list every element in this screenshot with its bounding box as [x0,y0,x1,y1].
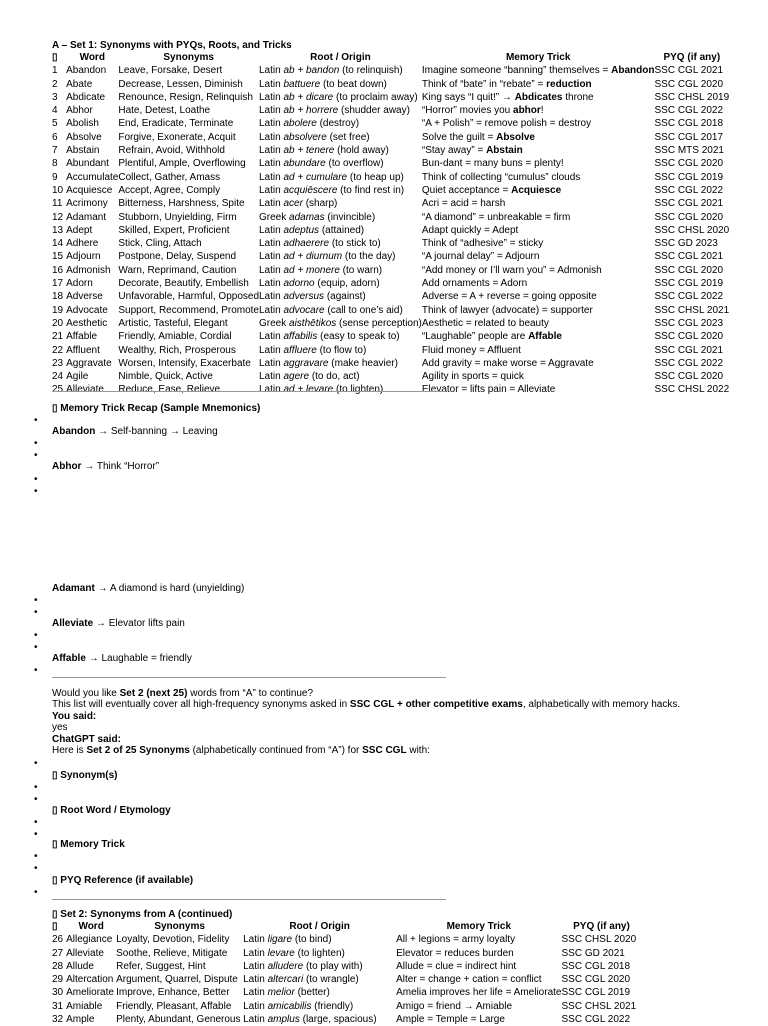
table-row [52,211,729,224]
word-cell: Affable [66,331,98,343]
word-cell: Alleviate [66,947,104,959]
mnemonic-alleviate: Alleviate → Elevator lifts pain [52,618,185,629]
mnemonic-adamant: Adamant → A diamond is hard (unyielding) [52,583,245,594]
col-synonyms: Synonyms [163,52,214,63]
table-row [52,197,729,210]
bullet: • [34,450,38,461]
synonyms-cell: Forgive, Exonerate, Acquit [118,131,236,143]
root-cell: Latin alludere (to play with) [243,960,363,972]
table-row [52,64,729,77]
table-row [52,986,641,999]
divider [52,899,446,900]
bullet: • [34,782,38,793]
memory-trick-cell: Think of “bate” in “rebate” = reduction [421,78,592,90]
word-cell: Accumulate [66,171,119,183]
bullet: • [34,630,38,641]
root-cell: Latin ab + tenere (hold away) [259,145,389,157]
mnemonic-abhor: Abhor → Think “Horror” [52,461,160,472]
table-row [52,960,641,973]
pyq-cell: SSC CHSL 2020 [654,224,730,236]
memory-trick-cell: Alter = change + cation = conflict [396,974,542,986]
synonyms-cell: Support, Recommend, Promote [118,304,259,316]
memory-trick-cell: King says “I quit!” → Abdicates throne [421,91,594,103]
root-cell: Latin aggravare (make heavier) [259,357,398,369]
pyq-cell: SSC GD 2021 [561,947,625,959]
table-row [52,973,641,986]
bullet: • [34,486,38,497]
pyq-cell: SSC GD 2023 [654,238,718,250]
row-number: 2 [52,78,58,90]
word-cell: Adverse [66,291,103,303]
memory-trick-cell: Aesthetic = related to beauty [421,317,549,329]
memory-trick-cell: “A diamond” = unbreakable = firm [421,211,571,223]
row-number: 31 [52,1000,64,1012]
bullet: • [34,758,38,769]
pyq-cell: SSC CGL 2022 [654,184,724,196]
synonyms-cell: Soothe, Relieve, Mitigate [116,947,228,959]
row-number: 29 [52,974,64,986]
row-number: 14 [52,238,64,250]
memory-trick-cell: Amelia improves her life = Ameliorate [396,987,562,999]
row-number: 15 [52,251,64,263]
synonyms-cell: Nimble, Quick, Active [118,371,213,383]
bullet: • [34,794,38,805]
pyq-cell: SSC CHSL 2019 [654,91,730,103]
synonyms-cell: Plentiful, Ample, Overflowing [118,158,246,170]
pyq-cell: SSC CGL 2020 [654,264,724,276]
synonyms-cell: Accept, Agree, Comply [118,184,221,196]
feature-root: ▯ Root Word / Etymology [52,805,171,816]
table-row [52,104,729,117]
divider [52,391,446,392]
root-cell: Latin advocare (call to one’s aid) [259,304,403,316]
memory-trick-cell: Think of lawyer (advocate) = supporter [421,304,593,316]
memory-trick-cell: “A journal delay” = Adjourn [421,251,540,263]
row-number: 19 [52,304,64,316]
root-cell: Latin agere (to do, act) [259,371,360,383]
synonyms-cell: Worsen, Intensify, Exacerbate [118,357,251,369]
row-number: 23 [52,357,64,369]
table-row [52,171,729,184]
word-cell: Adept [66,224,93,236]
pyq-cell: SSC CHSL 2021 [561,1000,637,1012]
feature-pyq: ▯ PYQ Reference (if available) [52,875,194,886]
word-cell: Ample [66,1014,95,1026]
root-cell: Latin affluere (to flow to) [259,344,367,356]
memory-trick-cell: Adverse = A + reverse = going opposite [421,291,597,303]
col-pyq: PYQ (if any) [573,921,630,932]
memory-trick-cell: Imagine someone “banning” themselves = Abandon [421,65,655,77]
table-icon: ▯ [52,52,58,63]
table-row [52,933,641,946]
col-word: Word [79,52,105,63]
table-row [52,144,729,157]
memory-trick-cell: Fluid money = Affluent [421,344,521,356]
synonyms-cell: Friendly, Pleasant, Affable [116,1000,232,1012]
pyq-cell: SSC CGL 2019 [654,171,724,183]
memory-trick-cell: “A + Polish” = remove polish = destroy [421,118,592,130]
pyq-cell: SSC CGL 2021 [654,251,724,263]
table-row [52,317,729,330]
bullet: • [34,665,38,676]
pyq-cell: SSC CGL 2022 [654,105,724,117]
col-word: Word [78,921,104,932]
root-cell: Latin melior (better) [243,987,330,999]
synonyms-cell: End, Eradicate, Terminate [118,118,234,130]
word-cell: Acquiesce [66,184,113,196]
word-cell: Abhor [66,105,93,117]
root-cell: Latin acer (sharp) [259,198,338,210]
root-cell: Latin adversus (against) [259,291,366,303]
pyq-cell: SSC CGL 2022 [654,357,724,369]
word-cell: Absolve [66,131,102,143]
table-row [52,1013,641,1026]
synonyms-cell: Unfavorable, Harmful, Opposed [118,291,259,303]
word-cell: Aesthetic [66,317,108,329]
memory-trick-cell: Elevator = reduces burden [396,947,514,959]
bullet: • [34,595,38,606]
pyq-cell: SSC CGL 2023 [654,317,724,329]
col-memory-trick: Memory Trick [505,52,571,63]
row-number: 20 [52,317,64,329]
row-number: 1 [52,65,58,77]
divider [52,677,446,678]
col-root: Root / Origin [310,52,371,63]
word-cell: Amiable [66,1000,103,1012]
pyq-cell: SSC CGL 2020 [561,974,631,986]
row-number: 17 [52,278,64,290]
synonyms-cell: Decrease, Lessen, Diminish [118,78,243,90]
synonyms-cell: Plenty, Abundant, Generous [116,1014,241,1026]
table-row [52,237,729,250]
root-cell: Latin adhaerere (to stick to) [259,238,381,250]
user-reply: yes [52,722,68,733]
synonyms-cell: Refrain, Avoid, Withhold [118,145,225,157]
bullet: • [34,438,38,449]
pyq-cell: SSC CGL 2022 [654,291,724,303]
synonyms-cell: Leave, Forsake, Desert [118,65,223,77]
row-number: 28 [52,960,64,972]
table-row [52,224,729,237]
row-number: 4 [52,105,58,117]
root-cell: Latin battuere (to beat down) [259,78,387,90]
col-synonyms: Synonyms [154,921,205,932]
synonyms-cell: Improve, Enhance, Better [116,987,230,999]
pyq-cell: SSC CGL 2017 [654,131,724,143]
root-cell: Latin ab + bandon (to relinquish) [259,65,403,77]
mnemonic-affable: Affable → Laughable = friendly [52,653,192,664]
root-cell: Latin adorno (equip, adorn) [259,278,380,290]
row-number: 10 [52,184,64,196]
row-number: 9 [52,171,58,183]
word-cell: Adorn [66,278,93,290]
row-number: 8 [52,158,58,170]
root-cell: Latin ad + monere (to warn) [259,264,383,276]
root-cell: Latin ab + dicare (to proclaim away) [259,91,418,103]
memory-trick-cell: Solve the guilt = Absolve [421,131,535,143]
memory-trick-cell: “Stay away” = Abstain [421,145,523,157]
memory-trick-cell: Agility in sports = quick [421,371,524,383]
word-cell: Abundant [66,158,109,170]
memory-trick-cell: Elevator = lifts pain = Alleviate [421,384,556,396]
synonyms-cell: Warn, Reprimand, Caution [118,264,237,276]
set2-table [52,920,641,1026]
bullet: • [34,851,38,862]
pyq-cell: SSC MTS 2021 [654,145,724,157]
table-row [52,277,729,290]
row-number: 25 [52,384,64,396]
table-row [52,344,729,357]
chat-list-note: This list will eventually cover all high-frequency synonyms asked in SSC CGL + other competitive exams, alphabetically with memory hacks. [52,699,681,710]
bullet: • [34,474,38,485]
root-cell: Latin amicabilis (friendly) [243,1000,354,1012]
synonyms-cell: Wealthy, Rich, Prosperous [118,344,236,356]
pyq-cell: SSC CHSL 2022 [654,384,730,396]
you-said-label: You said: [52,711,97,722]
word-cell: Adhere [66,238,99,250]
table-row [52,117,729,130]
memory-trick-cell: “Add money or I’ll warn you” = Admonish [421,264,602,276]
table-row [52,250,729,263]
col-root: Root / Origin [289,921,350,932]
synonyms-cell: Hate, Detest, Loathe [118,105,211,117]
row-number: 5 [52,118,58,130]
table-icon: ▯ [52,921,58,932]
root-cell: Latin amplus (large, spacious) [243,1014,377,1026]
bullet: • [34,887,38,898]
pyq-cell: SSC CGL 2018 [654,118,724,130]
word-cell: Abate [66,78,93,90]
synonyms-cell: Postpone, Delay, Suspend [118,251,237,263]
synonyms-cell: Stick, Cling, Attach [118,238,202,250]
synonyms-cell: Reduce, Ease, Relieve [118,384,221,396]
table-row [52,304,729,317]
table-row [52,370,729,383]
word-cell: Abandon [66,65,107,77]
memory-trick-cell: Quiet acceptance = Acquiesce [421,184,562,196]
memory-trick-cell: Think of “adhesive” = sticky [421,238,544,250]
pyq-cell: SSC CGL 2020 [654,331,724,343]
root-cell: Latin absolvere (set free) [259,131,370,143]
bullet: • [34,863,38,874]
synonyms-cell: Renounce, Resign, Relinquish [118,91,253,103]
pyq-cell: SSC CGL 2020 [654,211,724,223]
memory-trick-cell: Add gravity = make worse = Aggravate [421,357,594,369]
word-cell: Admonish [66,264,111,276]
pyq-cell: SSC CGL 2020 [654,78,724,90]
table-row [52,290,729,303]
bullet: • [34,607,38,618]
row-number: 7 [52,145,58,157]
memory-trick-cell: “Laughable” people are Affable [421,331,562,343]
table-row [52,264,729,277]
root-cell: Latin abolere (destroy) [259,118,360,130]
pyq-cell: SSC CGL 2021 [654,65,724,77]
root-cell: Latin ad + levare (to lighten) [259,384,384,396]
memory-trick-cell: All + legions = army loyalty [396,934,516,946]
row-number: 11 [52,198,63,210]
synonyms-cell: Decorate, Beautify, Embellish [118,278,249,290]
pyq-cell: SSC CGL 2019 [654,278,724,290]
synonyms-cell: Bitterness, Harshness, Spite [118,198,245,210]
row-number: 3 [52,91,58,103]
col-memory-trick: Memory Trick [446,921,512,932]
memory-trick-cell: Allude = clue = indirect hint [396,960,517,972]
word-cell: Allude [66,960,94,972]
set1-table [52,51,729,397]
root-cell: Latin levare (to lighten) [243,947,345,959]
root-cell: Latin altercari (to wrangle) [243,974,359,986]
root-cell: Greek aisthētikos (sense perception) [259,317,422,329]
row-number: 6 [52,131,58,143]
row-number: 16 [52,264,64,276]
synonyms-cell: Friendly, Amiable, Cordial [118,331,232,343]
memory-trick-cell: “Horror” movies you abhor! [421,105,544,117]
row-number: 27 [52,947,64,959]
memory-trick-cell: Think of collecting “cumulus” clouds [421,171,581,183]
bullet: • [34,642,38,653]
memory-trick-cell: Adapt quickly = Adept [421,224,519,236]
memory-trick-cell: Acri = acid = harsh [421,198,506,210]
row-number: 22 [52,344,64,356]
pyq-cell: SSC CGL 2020 [654,158,724,170]
col-pyq: PYQ (if any) [663,52,721,63]
root-cell: Latin affabilis (easy to speak to) [259,331,400,343]
pyq-cell: SSC CGL 2019 [561,987,631,999]
synonyms-cell: Artistic, Tasteful, Elegant [118,317,228,329]
root-cell: Latin ad + diurnum (to the day) [259,251,396,263]
word-cell: Abstain [66,145,100,157]
synonyms-cell: Loyalty, Devotion, Fidelity [116,934,230,946]
memory-trick-cell: Amigo = friend → Amiable [396,1000,513,1012]
row-number: 18 [52,291,64,303]
word-cell: Agile [66,371,89,383]
row-number: 26 [52,934,64,946]
pyq-cell: SSC CGL 2020 [654,371,724,383]
pyq-cell: SSC CGL 2022 [561,1014,631,1026]
recap-heading: ▯ Memory Trick Recap (Sample Mnemonics) [52,403,261,414]
synonyms-cell: Collect, Gather, Amass [118,171,221,183]
memory-trick-cell: Bun-dant = many buns = plenty! [421,158,564,170]
word-cell: Acrimony [66,198,108,210]
pyq-cell: SSC CGL 2021 [654,198,724,210]
row-number: 30 [52,987,64,999]
bullet: • [34,817,38,828]
word-cell: Abolish [66,118,99,130]
table-row [52,91,729,104]
table-row [52,947,641,960]
root-cell: Greek adamas (invincible) [259,211,376,223]
word-cell: Ameliorate [66,987,114,999]
set2-header-row [52,920,641,933]
feature-synonyms: ▯ Synonym(s) [52,770,118,781]
synonyms-cell: Stubborn, Unyielding, Firm [118,211,237,223]
chat-intro: Here is Set 2 of 25 Synonyms (alphabetically continued from “A”) for SSC CGL with: [52,745,430,756]
word-cell: Alleviate [66,384,104,396]
pyq-cell: SSC CGL 2021 [654,344,724,356]
table-row [52,357,729,370]
word-cell: Advocate [66,304,108,316]
table-row [52,184,729,197]
word-cell: Allegiance [66,934,113,946]
memory-trick-cell: Add ornaments = Adorn [421,278,528,290]
root-cell: Latin ab + horrere (shudder away) [259,105,410,117]
pyq-cell: SSC CHSL 2020 [561,934,637,946]
row-number: 32 [52,1014,64,1026]
bullet: • [34,829,38,840]
word-cell: Aggravate [66,357,112,369]
word-cell: Abdicate [66,91,106,103]
root-cell: Latin ad + cumulare (to heap up) [259,171,404,183]
set2-heading: ▯ Set 2: Synonyms from A (continued) [52,909,233,920]
set1-header-row [52,51,729,64]
synonyms-cell: Argument, Quarrel, Dispute [116,974,238,986]
root-cell: Latin acquiēscere (to find rest in) [259,184,405,196]
word-cell: Affluent [66,344,100,356]
chat-question: Would you like Set 2 (next 25) words from “A” to continue? [52,688,314,699]
pyq-cell: SSC CHSL 2021 [654,304,730,316]
bullet: • [34,415,38,426]
table-row [52,131,729,144]
table-row [52,157,729,170]
pyq-cell: SSC CGL 2018 [561,960,631,972]
synonyms-cell: Refer, Suggest, Hint [116,960,206,972]
mnemonic-abandon: Abandon → Self-banning → Leaving [52,426,218,437]
table-row [52,78,729,91]
word-cell: Adamant [66,211,107,223]
row-number: 12 [52,211,64,223]
table-row [52,330,729,343]
set1-heading: A – Set 1: Synonyms with PYQs, Roots, and Tricks [52,40,292,51]
feature-memory-trick: ▯ Memory Trick [52,839,125,850]
synonyms-cell: Skilled, Expert, Proficient [118,224,230,236]
chatgpt-said-label: ChatGPT said: [52,734,121,745]
row-number: 21 [52,331,64,343]
word-cell: Adjourn [66,251,101,263]
row-number: 24 [52,371,64,383]
root-cell: Latin adeptus (attained) [259,224,365,236]
memory-trick-cell: Ample = Temple = Large [396,1014,505,1026]
table-row [52,1000,641,1013]
word-cell: Altercation [66,974,114,986]
root-cell: Latin ligare (to bind) [243,934,332,946]
root-cell: Latin abundare (to overflow) [259,158,384,170]
row-number: 13 [52,224,64,236]
